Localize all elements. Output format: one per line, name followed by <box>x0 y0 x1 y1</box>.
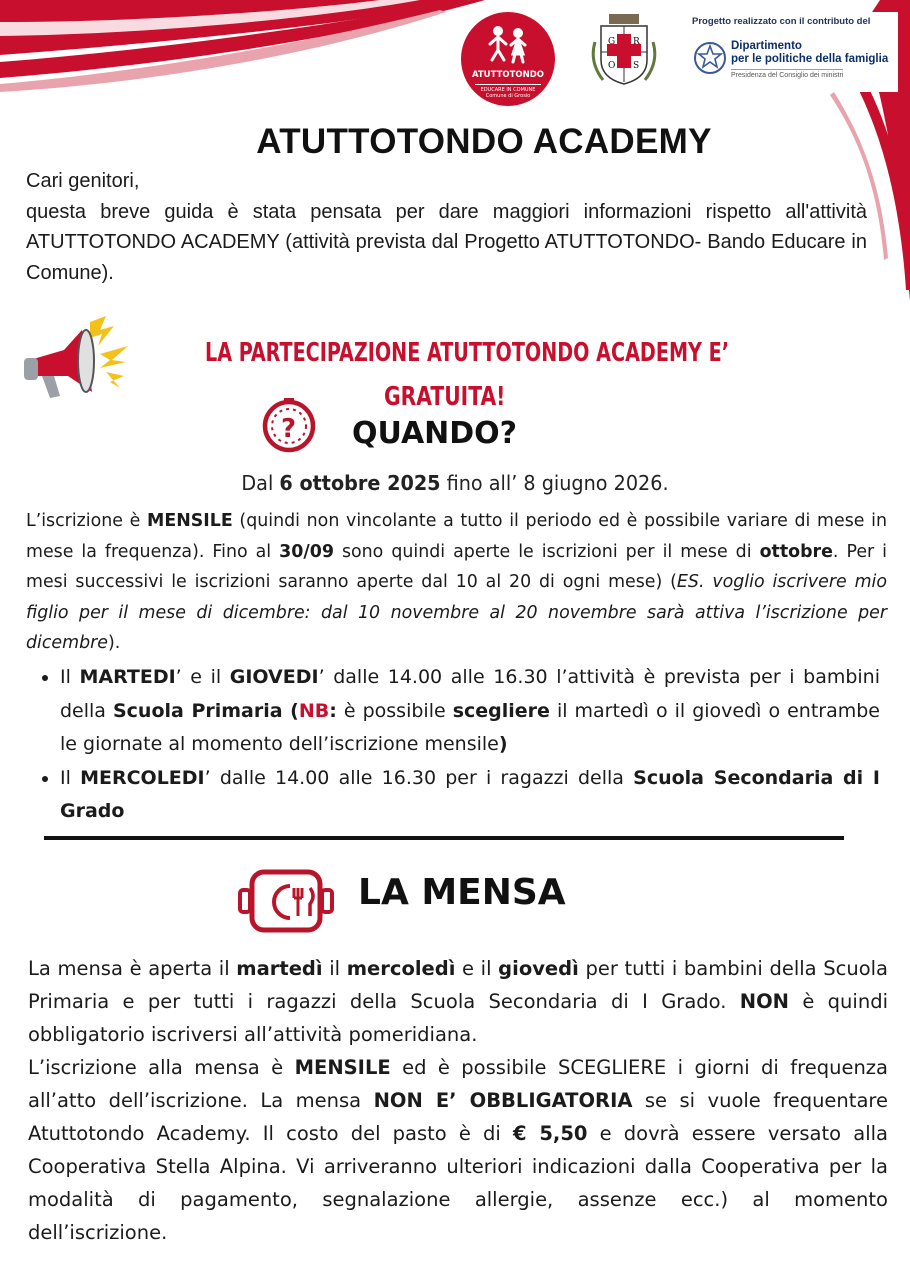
svg-text:R: R <box>633 37 640 47</box>
ministry-line1: Dipartimento <box>731 40 802 52</box>
mensa-section <box>28 952 888 1249</box>
intro-greeting: Cari genitori, <box>26 170 140 192</box>
schedule-list <box>28 661 880 829</box>
list-item: • Il MERCOLEDI’ dalle 14.00 alle 16.30 per i ragazzi della Scuola Secondaria di I Grado <box>60 762 880 829</box>
question-clock-icon <box>259 397 319 453</box>
svg-text:O: O <box>608 61 616 71</box>
atuttotondo-logo <box>461 12 555 106</box>
republic-emblem-icon <box>692 38 728 78</box>
municipal-crest <box>587 12 661 88</box>
svg-text:S: S <box>633 61 640 71</box>
cafeteria-tray-icon <box>238 866 334 936</box>
children-icon <box>478 22 538 64</box>
svg-text:?: ? <box>281 414 297 444</box>
free-banner-line2: GRATUITA! <box>384 382 506 412</box>
ministry-line3: Presidenza del Consiglio dei ministri <box>731 69 843 79</box>
mensa-paragraph-1: La mensa è aperta il martedì il mercoledì e il giovedì per tutti i bambini della Scuola Primaria e per tutti i ragazzi della Scuola Secondaria di I Grado. NON è quindi obbligatorio iscriversi all’attività pomeridiana. <box>28 957 889 1046</box>
enrollment-paragraph: L’iscrizione è MENSILE (quindi non vincolante a tutto il periodo ed è possibile variare di mese in mese la frequenza). Fino al 30/09 sono quindi aperte le iscrizioni per il mese di ottobre. Per i mesi successivi le iscrizioni saranno aperte dal 10 al 20 di ogni mese) (ES. voglio iscrivere mio figlio per il mese di dicembre: dal 10 novembre al 20 novembre sarà attiva l’iscrizione per dicembre). <box>26 511 888 653</box>
ministry-header: Progetto realizzato con il contributo del <box>692 16 871 27</box>
intro-text: questa breve guida è stata pensata per dare maggiori informazioni rispetto all'attività ATUTTOTONDO ACADEMY (attività prevista dal Progetto ATUTTOTONDO- Bando Educare in Comune). <box>26 200 867 284</box>
intro-section <box>26 166 867 288</box>
when-heading: QUANDO? <box>352 416 518 451</box>
svg-text:G: G <box>608 37 616 47</box>
ministry-logo <box>684 12 898 92</box>
dates-line: Dal 6 ottobre 2025 fino all’ 8 giugno 2026. <box>241 471 669 495</box>
mensa-paragraph-2: L’iscrizione alla mensa è MENSILE ed è possibile SCEGLIERE i giorni di frequenza all’atto dell’iscrizione. La mensa NON E’ OBBLIGATORIA se si vuole frequentare Atuttotondo Academy. Il costo del pasto è di € 5,50 e dovrà essere versato alla Cooperativa Stella Alpina. Vi arriveranno ulteriori indicazioni dalla Cooperativa per la modalità di pagamento, segnalazione allergie, assenze ecc.) al momento dell’iscrizione. <box>28 1056 888 1244</box>
ministry-line2: per le politiche della famiglia <box>731 53 889 65</box>
logo-tagline: EDUCARE IN COMUNE Comune di Grosio <box>475 84 541 99</box>
list-item: • Il MARTEDI’ e il GIOVEDI’ dalle 14.00 alle 16.30 l’attività è prevista per i bambini della Scuola Primaria (NB: è possibile scegliere il martedì o il giovedì o entrambe le giornate al momento dell’iscrizione mensile) <box>60 661 880 762</box>
mensa-heading: LA MENSA <box>358 872 566 913</box>
logo-name: ATUTTOTONDO <box>471 70 545 80</box>
megaphone-icon <box>20 316 132 402</box>
page-title: ATUTTOTONDO ACADEMY <box>256 122 712 161</box>
section-divider <box>44 836 844 840</box>
free-banner-line1: LA PARTECIPAZIONE ATUTTOTONDO ACADEMY E’ <box>205 338 730 368</box>
